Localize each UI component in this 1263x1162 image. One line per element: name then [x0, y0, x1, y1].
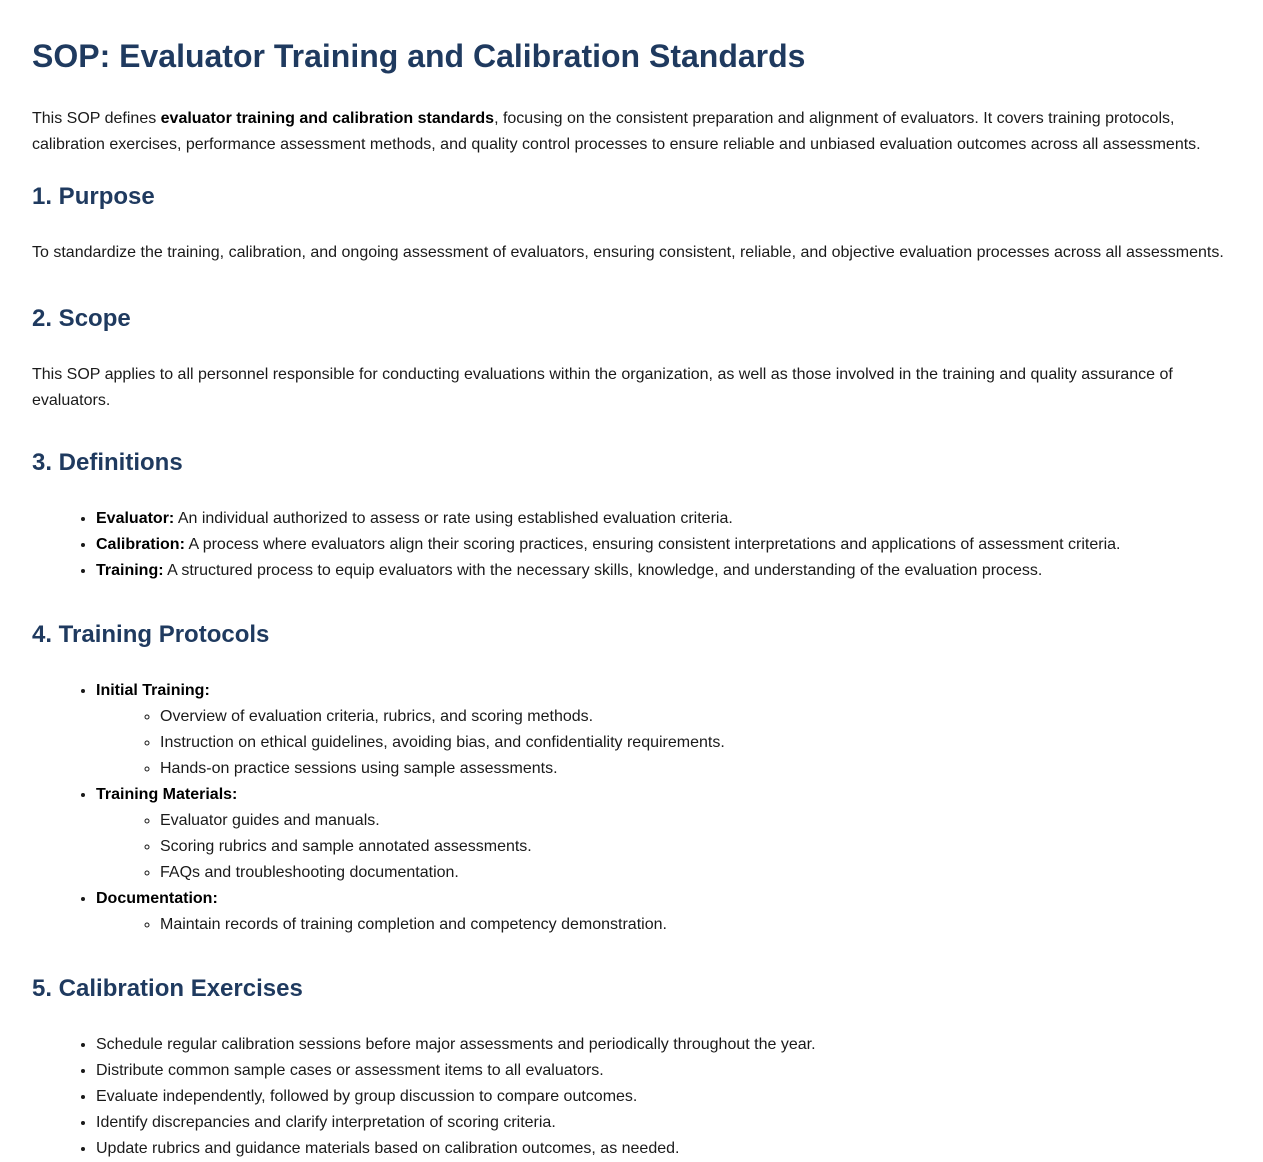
definition-text: A structured process to equip evaluators with the necessary skills, knowledge, and understanding of the evaluation process.	[163, 562, 1043, 579]
definitions-heading: 3. Definitions	[32, 449, 183, 476]
intro-paragraph	[32, 106, 1231, 158]
list-item: ◦ Scoring rubrics and sample annotated assessments.	[160, 834, 1231, 860]
page-title: SOP: Evaluator Training and Calibration Standards	[32, 38, 806, 74]
purpose-text: To standardize the training, calibration, and ongoing assessment of evaluators, ensuring consistent, reliable, and objective evaluation processes across all assessments.	[32, 244, 1224, 261]
training-group-label: Documentation:	[96, 890, 218, 907]
purpose-heading: 1. Purpose	[32, 183, 155, 210]
list-item: ◦ Instruction on ethical guidelines, avoiding bias, and confidentiality requirements.	[160, 730, 1231, 756]
intro-text-after: , focusing on the consistent preparation and alignment of evaluators. It covers training protocols, calibration exercises, performance assessment methods, and quality control processes to ensure reliable and unbiased evaluation outcomes across all assessments.	[32, 110, 1201, 153]
definition-term: Evaluator:	[96, 510, 175, 527]
training-sublist	[96, 808, 1231, 886]
list-item: • Update rubrics and guidance materials based on calibration outcomes, as needed.	[96, 1136, 1231, 1162]
list-item: ◦ Hands-on practice sessions using sample assessments.	[160, 756, 1231, 782]
list-item: ◦ Evaluator guides and manuals.	[160, 808, 1231, 834]
calibration-list	[32, 1032, 1231, 1162]
definition-term: Training:	[96, 562, 164, 579]
list-item: • Schedule regular calibration sessions before major assessments and periodically throughout the year.	[96, 1032, 1231, 1058]
training-group	[96, 678, 1231, 782]
training-list	[32, 678, 1231, 938]
training-group-label: Training Materials:	[96, 786, 238, 803]
definition-item	[96, 506, 1231, 532]
definition-text: An individual authorized to assess or rate using established evaluation criteria.	[174, 510, 733, 527]
training-sublist	[96, 704, 1231, 782]
training-heading: 4. Training Protocols	[32, 621, 270, 648]
list-item: ◦ Overview of evaluation criteria, rubrics, and scoring methods.	[160, 704, 1231, 730]
scope-heading: 2. Scope	[32, 305, 131, 332]
list-item: • Identify discrepancies and clarify interpretation of scoring criteria.	[96, 1110, 1231, 1136]
scope-text: This SOP applies to all personnel responsible for conducting evaluations within the organization, as well as those involved in the training and quality assurance of evaluators.	[32, 366, 1173, 409]
training-group-label: Initial Training:	[96, 682, 210, 699]
definition-item	[96, 532, 1231, 558]
intro-text-bold: evaluator training and calibration standards	[160, 110, 495, 127]
training-group	[96, 782, 1231, 886]
training-sublist	[96, 912, 1231, 938]
list-item: ◦ Maintain records of training completion and competency demonstration.	[160, 912, 1231, 938]
definition-item	[96, 558, 1231, 584]
intro-text-before: This SOP defines	[32, 110, 161, 127]
definition-term: Calibration:	[96, 536, 185, 553]
list-item: • Evaluate independently, followed by group discussion to compare outcomes.	[96, 1084, 1231, 1110]
list-item: • Distribute common sample cases or assessment items to all evaluators.	[96, 1058, 1231, 1084]
calibration-heading: 5. Calibration Exercises	[32, 975, 303, 1002]
training-group	[96, 886, 1231, 938]
list-item: ◦ FAQs and troubleshooting documentation.	[160, 860, 1231, 886]
definitions-list	[32, 506, 1231, 584]
definition-text: A process where evaluators align their scoring practices, ensuring consistent interpretations and applications of assessment criteria.	[184, 536, 1121, 553]
